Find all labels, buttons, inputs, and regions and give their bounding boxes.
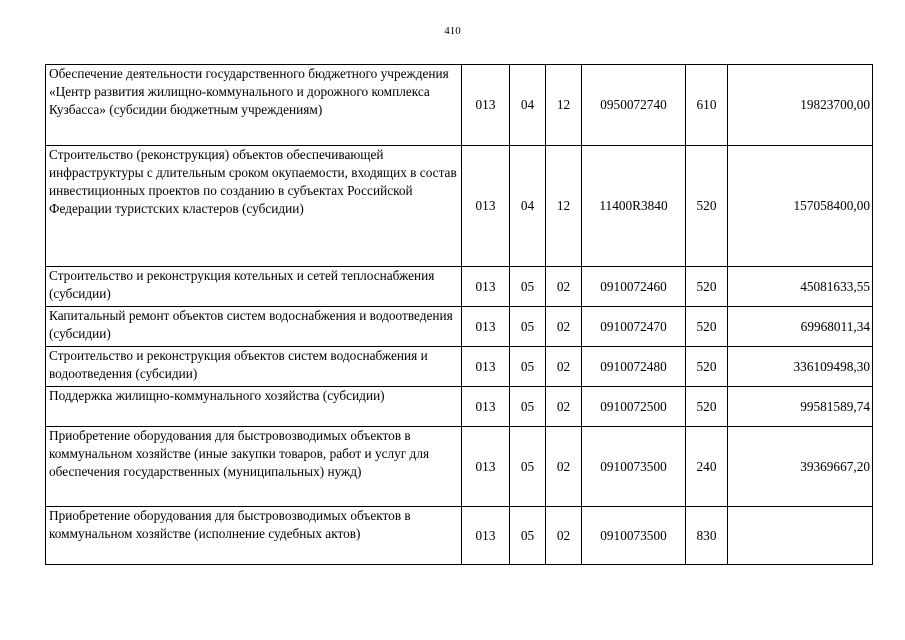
expense-type-cell: 520 — [686, 307, 728, 347]
section-code-cell: 04 — [510, 65, 546, 146]
subsection-code-cell: 02 — [546, 427, 582, 507]
amount-cell: 45081633,55 — [728, 267, 873, 307]
ministry-code-cell: 013 — [462, 427, 510, 507]
table-row — [46, 507, 873, 565]
subsection-code-cell: 12 — [546, 146, 582, 267]
ministry-code-cell: 013 — [462, 507, 510, 565]
expense-type-cell: 520 — [686, 347, 728, 387]
target-article-cell: 0910072460 — [582, 267, 686, 307]
amount-cell: 69968011,34 — [728, 307, 873, 347]
amount-cell: 99581589,74 — [728, 387, 873, 427]
ministry-code-cell: 013 — [462, 267, 510, 307]
expense-name-cell: Капитальный ремонт объектов систем водоснабжения и водоотведения (субсидии) — [46, 307, 462, 347]
subsection-code-cell: 02 — [546, 507, 582, 565]
ministry-code-cell: 013 — [462, 65, 510, 146]
ministry-code-cell: 013 — [462, 307, 510, 347]
table-row — [46, 146, 873, 267]
target-article-cell: 0950072740 — [582, 65, 686, 146]
target-article-cell: 0910073500 — [582, 427, 686, 507]
page-number: 410 — [444, 25, 461, 37]
target-article-cell: 0910072470 — [582, 307, 686, 347]
expense-name-cell: Строительство и реконструкция котельных и сетей теплоснабжения (субсидии) — [46, 267, 462, 307]
expense-type-cell: 240 — [686, 427, 728, 507]
expense-type-cell: 520 — [686, 146, 728, 267]
amount-cell — [728, 507, 873, 565]
amount-cell: 39369667,20 — [728, 427, 873, 507]
section-code-cell: 05 — [510, 427, 546, 507]
amount-cell: 336109498,30 — [728, 347, 873, 387]
table-row — [46, 65, 873, 146]
section-code-cell: 05 — [510, 307, 546, 347]
expense-name-cell: Поддержка жилищно-коммунального хозяйства (субсидии) — [46, 387, 462, 427]
section-code-cell: 05 — [510, 267, 546, 307]
subsection-code-cell: 02 — [546, 307, 582, 347]
target-article-cell: 0910073500 — [582, 507, 686, 565]
expense-type-cell: 520 — [686, 267, 728, 307]
budget-table — [45, 64, 873, 565]
table-row — [46, 307, 873, 347]
subsection-code-cell: 12 — [546, 65, 582, 146]
target-article-cell: 11400R3840 — [582, 146, 686, 267]
expense-name-cell: Приобретение оборудования для быстровозводимых объектов в коммунальном хозяйстве (исполнение судебных актов) — [46, 507, 462, 565]
section-code-cell: 05 — [510, 347, 546, 387]
subsection-code-cell: 02 — [546, 387, 582, 427]
section-code-cell: 04 — [510, 146, 546, 267]
expense-name-cell: Обеспечение деятельности государственного бюджетного учреждения «Центр развития жилищно-коммунального и дорожного комплекса Кузбасса» (субсидии бюджетным учреждениям) — [46, 65, 462, 146]
subsection-code-cell: 02 — [546, 347, 582, 387]
expense-name-cell: Приобретение оборудования для быстровозводимых объектов в коммунальном хозяйстве (иные закупки товаров, работ и услуг для обеспечения государственных (муниципальных) нужд) — [46, 427, 462, 507]
expense-type-cell: 520 — [686, 387, 728, 427]
ministry-code-cell: 013 — [462, 387, 510, 427]
expense-type-cell: 830 — [686, 507, 728, 565]
table-row — [46, 387, 873, 427]
section-code-cell: 05 — [510, 507, 546, 565]
expense-type-cell: 610 — [686, 65, 728, 146]
table-row — [46, 267, 873, 307]
target-article-cell: 0910072500 — [582, 387, 686, 427]
section-code-cell: 05 — [510, 387, 546, 427]
expense-name-cell: Строительство и реконструкция объектов систем водоснабжения и водоотведения (субсидии) — [46, 347, 462, 387]
target-article-cell: 0910072480 — [582, 347, 686, 387]
expense-name-cell: Строительство (реконструкция) объектов обеспечивающей инфраструктуры с длительным сроком окупаемости, входящих в состав инвестиционных проектов по созданию в субъектах Российской Федерации туристских кластеров (субсидии) — [46, 146, 462, 267]
ministry-code-cell: 013 — [462, 347, 510, 387]
amount-cell: 19823700,00 — [728, 65, 873, 146]
subsection-code-cell: 02 — [546, 267, 582, 307]
ministry-code-cell: 013 — [462, 146, 510, 267]
table-row — [46, 347, 873, 387]
table-row — [46, 427, 873, 507]
amount-cell: 157058400,00 — [728, 146, 873, 267]
